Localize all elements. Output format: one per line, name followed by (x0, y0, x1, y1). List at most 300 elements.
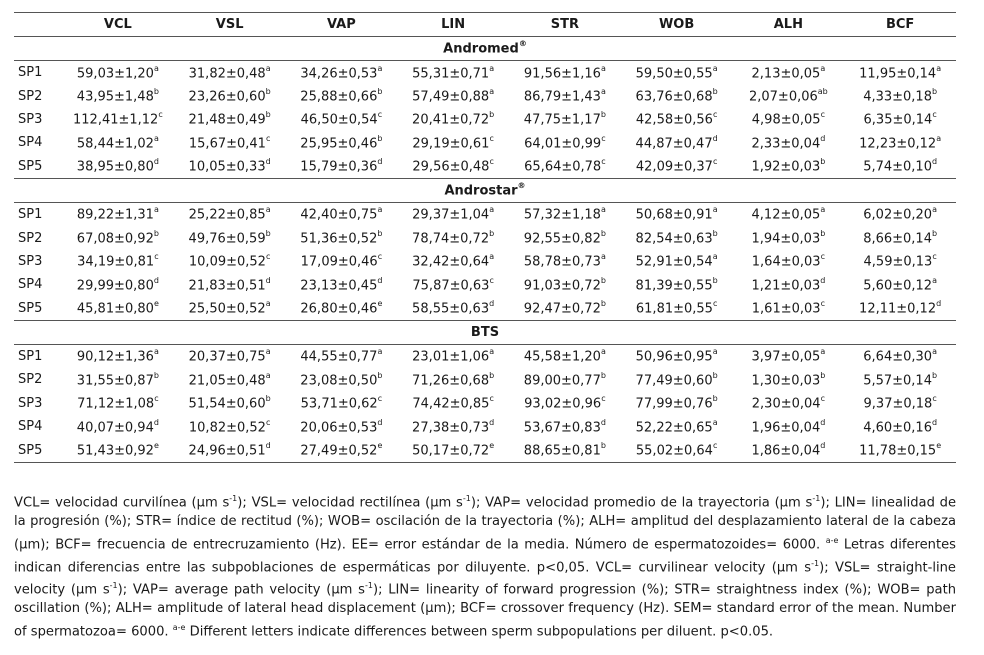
cell-value: 81,39±0,55 (635, 277, 713, 293)
cell-superscript: b (820, 370, 826, 380)
cell-value: 20,06±0,53 (300, 419, 378, 435)
cell-value: 1,21±0,03 (751, 277, 821, 293)
table-cell (62, 415, 174, 438)
cell-superscript: c (377, 252, 383, 262)
table-cell (286, 297, 398, 321)
cell-superscript: c (489, 157, 494, 167)
cell-value: 93,02±0,96 (524, 396, 602, 412)
cell-superscript: d (712, 133, 718, 143)
table-cell (286, 131, 398, 154)
table-row (14, 273, 956, 296)
cell-superscript: a (820, 347, 826, 357)
note-text: Letras diferentes indican diferencias entre las subpoblaciones de espermáticas por diluyente. p<0,05. VCL= curvilinear velocity (µm s (14, 536, 956, 575)
table-cell (844, 131, 956, 154)
table-cell (509, 84, 621, 107)
table-cell (62, 297, 174, 321)
table-cell (397, 155, 509, 179)
table-cell (62, 61, 174, 85)
table-cell (174, 61, 286, 85)
cell-value: 45,81±0,80 (76, 301, 154, 317)
cell-value: 50,96±0,95 (635, 349, 713, 365)
note-sup: a-e (825, 535, 839, 545)
table-cell (733, 368, 845, 391)
cell-superscript: a (377, 63, 383, 73)
cell-superscript: c (932, 110, 937, 120)
table-cell (397, 108, 509, 131)
cell-value: 3,97±0,05 (751, 349, 821, 365)
cell-value: 23,01±1,06 (412, 349, 490, 365)
note-sup: -1 (109, 581, 118, 591)
header-cell-alh: ALH (733, 13, 845, 37)
cell-value: 58,55±0,63 (412, 301, 490, 317)
table-cell (733, 61, 845, 85)
table-cell (621, 108, 733, 131)
cell-value: 23,26±0,60 (188, 89, 266, 105)
cell-superscript: a (600, 86, 606, 96)
table-cell (397, 250, 509, 273)
table-cell (733, 344, 845, 368)
cell-value: 67,08±0,92 (76, 231, 154, 247)
cell-superscript: d (265, 275, 271, 285)
cell-superscript: b (265, 228, 271, 238)
cell-value: 8,66±0,14 (863, 231, 932, 247)
header-cell-vsl: VSL (174, 13, 286, 37)
cell-superscript: c (601, 394, 606, 404)
cell-superscript: e (489, 441, 495, 450)
note-text: ); LIN= linealidad de la progresión (%); STR= índice de rectitud (%); WOB= oscilación de la trayectoria (%); ALH= amplitud del desplazamiento lateral de la cabeza (µm); BCF= frecuencia de entrecruzamiento (Hz). EE= error estándar de la media. Número de espermatozoides= 6000. (14, 495, 957, 552)
table-cell (62, 155, 174, 179)
table-cell (733, 415, 845, 438)
cell-superscript: c (489, 394, 494, 404)
table-cell (844, 415, 956, 438)
cell-superscript: c (265, 252, 271, 262)
row-label: SP2 (18, 230, 43, 246)
cell-value: 92,47±0,72 (523, 301, 601, 317)
cell-superscript: b (712, 370, 718, 380)
table-cell (733, 438, 845, 462)
table-cell (174, 131, 286, 154)
table-cell (286, 84, 398, 107)
table-cell (174, 84, 286, 107)
table-cell (62, 131, 174, 154)
cell-superscript: d (377, 275, 383, 285)
table-cell (733, 273, 845, 296)
table-cell (621, 84, 733, 107)
cell-value: 1,61±0,03 (751, 301, 821, 317)
cell-superscript: a (820, 63, 826, 73)
cell-superscript: b (153, 228, 159, 238)
table-cell (509, 155, 621, 179)
table-cell (286, 368, 398, 391)
table-cell (397, 392, 509, 415)
row-label: SP1 (18, 207, 43, 223)
cell-value: 27,49±0,52 (300, 443, 378, 459)
cell-superscript: c (158, 110, 163, 120)
table-cell (621, 392, 733, 415)
cell-superscript: b (489, 228, 495, 238)
table-cell (174, 202, 286, 226)
table-cell (733, 202, 845, 226)
cell-superscript: a (153, 347, 159, 357)
row-label: SP4 (18, 277, 43, 293)
note-text: ); VAP= average path velocity (µm s (117, 582, 365, 598)
cell-superscript: c (377, 394, 383, 404)
note-text: VCL= velocidad curvilínea (µm s (14, 495, 230, 511)
cell-value: 49,76±0,59 (188, 231, 266, 247)
cell-value: 38,95±0,80 (76, 159, 154, 175)
cell-superscript: b (931, 86, 938, 96)
cell-superscript: b (377, 370, 383, 380)
table-cell (621, 226, 733, 249)
table-cell (733, 155, 845, 179)
table-cell (844, 108, 956, 131)
table-cell (397, 226, 509, 249)
cell-value: 26,80±0,46 (300, 301, 378, 317)
cell-value: 25,95±0,46 (300, 136, 378, 152)
cell-value: 15,67±0,41 (188, 136, 266, 152)
cell-superscript: c (820, 394, 825, 404)
row-label: SP4 (18, 135, 43, 151)
table-cell (621, 250, 733, 273)
cell-value: 52,91±0,54 (635, 254, 713, 270)
cell-value: 75,87±0,63 (412, 277, 490, 293)
table-cell (844, 368, 956, 391)
table-cell (62, 108, 174, 131)
table-cell (174, 297, 286, 321)
table-cell (174, 344, 286, 368)
cell-value: 44,87±0,47 (635, 136, 713, 152)
table-cell (286, 438, 398, 462)
table-cell (509, 273, 621, 296)
cell-superscript: b (820, 157, 826, 167)
cell-value: 50,17±0,72 (412, 443, 490, 459)
cell-value: 34,26±0,53 (300, 65, 378, 81)
cell-value: 1,64±0,03 (751, 254, 821, 270)
cell-value: 59,50±0,55 (635, 65, 713, 81)
table-cell (286, 250, 398, 273)
cell-superscript: b (820, 228, 826, 238)
cell-superscript: d (931, 157, 938, 167)
cell-superscript: a (489, 86, 495, 96)
table-cell (397, 368, 509, 391)
table-row (14, 61, 956, 85)
table-cell (621, 61, 733, 85)
cell-superscript: b (600, 110, 606, 120)
table-row (14, 250, 956, 273)
table-cell (509, 250, 621, 273)
cell-superscript: a (153, 205, 159, 215)
group-title (14, 37, 956, 61)
cell-value: 2,33±0,04 (751, 136, 821, 152)
cell-superscript: a (377, 347, 383, 357)
note-sup: -1 (229, 494, 238, 503)
table-cell (621, 438, 733, 462)
cell-superscript: e (153, 441, 159, 450)
table-cell (621, 202, 733, 226)
cell-superscript: d (153, 275, 159, 285)
cell-value: 4,33±0,18 (863, 89, 932, 105)
cell-superscript: c (712, 157, 718, 167)
cell-value: 34,19±0,81 (77, 254, 155, 270)
cell-value: 6,64±0,30 (863, 349, 933, 365)
cell-superscript: a (820, 205, 826, 215)
table-cell (733, 250, 845, 273)
cell-value: 21,83±0,51 (188, 277, 266, 293)
note-text: ); LIN= linearity of forward progression (%); STR= straightness index (%); WOB= path oscillation (%); ALH= amplitude of lateral head displacement (µm); BCF= crossover frequency (Hz). SEM= standard error of the mean. Number of spermatozoa= 6000. (14, 582, 957, 640)
cell-value: 29,99±0,80 (76, 277, 154, 293)
cell-value: 46,50±0,54 (300, 112, 378, 128)
cell-value: 4,60±0,16 (863, 419, 932, 435)
cell-value: 59,03±1,20 (76, 65, 154, 81)
cell-value: 32,42±0,64 (412, 254, 490, 270)
table-footnote (14, 490, 956, 642)
cell-value: 20,41±0,72 (412, 112, 490, 128)
cell-value: 58,78±0,73 (523, 254, 601, 270)
note-text: Different letters indicate differences between sperm subpopulations per diluent. p<0.05. (185, 624, 774, 640)
table-cell (62, 344, 174, 368)
cell-superscript: a (932, 205, 937, 215)
table-cell (844, 202, 956, 226)
cell-superscript: a (936, 133, 942, 143)
row-label: SP1 (18, 349, 43, 365)
table-cell (509, 226, 621, 249)
cell-superscript: b (265, 394, 271, 404)
table-cell (509, 61, 621, 85)
group-title (14, 320, 956, 344)
cell-superscript: d (153, 157, 159, 167)
cell-value: 27,38±0,73 (412, 419, 490, 435)
table-cell (621, 368, 733, 391)
group-header-row (14, 320, 956, 344)
row-label: SP3 (18, 111, 43, 127)
cell-value: 63,76±0,68 (635, 89, 713, 105)
cell-value: 10,82±0,52 (188, 419, 266, 435)
cell-superscript: e (377, 441, 383, 450)
cell-value: 23,13±0,45 (300, 277, 378, 293)
table-cell (174, 273, 286, 296)
note-sup: -1 (812, 494, 821, 503)
cell-superscript: a (932, 347, 937, 357)
cell-value: 1,86±0,04 (751, 443, 821, 459)
cell-superscript: d (265, 157, 271, 167)
cell-value: 90,12±1,36 (76, 349, 154, 365)
cell-superscript: a (153, 63, 159, 73)
table-cell (62, 438, 174, 462)
cell-superscript: d (377, 417, 383, 427)
cell-value: 1,92±0,03 (751, 159, 821, 175)
note-text: ); VSL= straight-line velocity (µm s (14, 559, 956, 598)
cell-superscript: d (153, 417, 159, 427)
group-title (14, 178, 956, 202)
cell-value: 25,50±0,52 (188, 301, 266, 317)
cell-superscript: a (489, 63, 495, 73)
table-cell (509, 202, 621, 226)
cell-value: 4,12±0,05 (751, 207, 821, 223)
table-cell (62, 392, 174, 415)
cell-value: 53,67±0,83 (523, 419, 601, 435)
cell-value: 6,02±0,20 (863, 207, 933, 223)
cell-superscript: b (265, 86, 271, 96)
cell-superscript: b (931, 228, 938, 238)
cell-superscript: a (153, 133, 159, 143)
row-label: SP4 (18, 419, 43, 435)
cell-superscript: b (600, 441, 606, 450)
cell-superscript: a (265, 299, 271, 309)
cell-superscript: a (600, 347, 606, 357)
cell-value: 2,13±0,05 (751, 65, 821, 81)
cell-value: 11,78±0,15 (859, 443, 937, 459)
table-row (14, 438, 956, 462)
note-sup: a-e (172, 623, 186, 632)
table-row (14, 108, 956, 131)
row-label: SP3 (18, 395, 43, 411)
cell-superscript: c (601, 133, 606, 143)
cell-value: 20,37±0,75 (188, 349, 266, 365)
table-cell (286, 415, 398, 438)
table-cell (509, 131, 621, 154)
table-row (14, 415, 956, 438)
table-row (14, 131, 956, 154)
table-cell (733, 297, 845, 321)
cell-superscript: c (712, 299, 718, 309)
table-cell (621, 297, 733, 321)
cell-value: 31,55±0,87 (76, 373, 154, 389)
group-header-row (14, 37, 956, 61)
cell-value: 29,56±0,48 (412, 159, 490, 175)
table-row (14, 392, 956, 415)
cell-value: 1,96±0,04 (751, 419, 821, 435)
registered-mark: ® (517, 181, 526, 191)
cell-value: 25,88±0,66 (300, 89, 378, 105)
table-cell (174, 368, 286, 391)
cell-value: 31,82±0,48 (188, 65, 266, 81)
cell-superscript: a (489, 347, 495, 357)
cell-value: 58,44±1,02 (76, 136, 154, 152)
cell-value: 42,58±0,56 (635, 112, 713, 128)
table-cell (621, 344, 733, 368)
row-label: SP5 (18, 300, 43, 316)
note-sup: -1 (365, 581, 373, 591)
table-cell (733, 226, 845, 249)
cell-superscript: a (936, 63, 942, 73)
cell-superscript: d (489, 417, 495, 427)
group-name: Andromed (443, 41, 519, 57)
table-cell (62, 273, 174, 296)
cell-value: 91,03±0,72 (523, 277, 601, 293)
cell-value: 21,05±0,48 (188, 373, 266, 389)
table-cell (621, 415, 733, 438)
cell-value: 9,37±0,18 (863, 396, 933, 412)
results-table (14, 12, 956, 463)
cell-superscript: c (820, 299, 825, 309)
cell-value: 88,65±0,81 (523, 443, 601, 459)
header-cell-0 (14, 13, 62, 37)
cell-superscript: a (265, 205, 271, 215)
table-cell (844, 84, 956, 107)
cell-value: 23,08±0,50 (300, 373, 378, 389)
cell-value: 42,40±0,75 (300, 207, 378, 223)
cell-value: 50,68±0,91 (635, 207, 713, 223)
table-row (14, 155, 956, 179)
table-cell (62, 202, 174, 226)
cell-superscript: a (600, 205, 606, 215)
cell-value: 17,09±0,46 (300, 254, 378, 270)
cell-superscript: b (489, 110, 495, 120)
cell-superscript: b (600, 275, 606, 285)
table-cell (621, 155, 733, 179)
table-cell (286, 226, 398, 249)
cell-value: 51,54±0,60 (188, 396, 266, 412)
cell-superscript: b (712, 394, 718, 404)
cell-superscript: c (820, 252, 825, 262)
table-cell (286, 108, 398, 131)
cell-value: 53,71±0,62 (300, 396, 378, 412)
cell-value: 91,56±1,16 (523, 65, 601, 81)
cell-superscript: c (154, 252, 159, 262)
cell-superscript: a (489, 252, 495, 262)
row-label: SP1 (18, 65, 43, 81)
cell-superscript: a (377, 205, 383, 215)
cell-value: 1,94±0,03 (751, 231, 821, 247)
cell-superscript: d (377, 157, 383, 167)
cell-superscript: d (820, 133, 826, 143)
cell-superscript: c (601, 157, 606, 167)
cell-value: 1,30±0,03 (751, 373, 821, 389)
cell-superscript: e (936, 441, 942, 450)
table-cell (62, 84, 174, 107)
cell-superscript: a (712, 252, 718, 262)
cell-value: 11,95±0,14 (859, 65, 937, 81)
cell-superscript: a (600, 252, 606, 262)
cell-value: 15,79±0,36 (300, 159, 378, 175)
cell-value: 86,79±1,43 (523, 89, 601, 105)
table-cell (286, 273, 398, 296)
row-label: SP5 (18, 158, 43, 174)
cell-value: 44,55±0,77 (300, 349, 378, 365)
cell-value: 112,41±1,12 (73, 112, 159, 128)
cell-value: 5,60±0,12 (863, 277, 933, 293)
table-cell (174, 415, 286, 438)
cell-superscript: b (931, 370, 938, 380)
cell-value: 52,22±0,65 (635, 419, 713, 435)
table-cell (509, 438, 621, 462)
table-cell (397, 131, 509, 154)
cell-value: 12,11±0,12 (859, 301, 937, 317)
cell-superscript: a (712, 417, 718, 427)
cell-superscript: ab (817, 86, 828, 96)
cell-superscript: a (932, 275, 937, 285)
cell-value: 71,26±0,68 (412, 373, 490, 389)
table-cell (174, 250, 286, 273)
table-cell (509, 108, 621, 131)
table-cell (733, 84, 845, 107)
cell-superscript: a (712, 205, 718, 215)
cell-superscript: c (932, 394, 937, 404)
table-cell (397, 344, 509, 368)
cell-superscript: c (265, 417, 271, 427)
note-text: ); VSL= velocidad rectilínea (µm s (237, 495, 463, 511)
cell-value: 89,22±1,31 (76, 207, 154, 223)
table-cell (397, 273, 509, 296)
cell-superscript: b (377, 86, 383, 96)
table-cell (397, 297, 509, 321)
cell-superscript: d (936, 299, 942, 309)
cell-value: 74,42±0,85 (412, 396, 490, 412)
cell-value: 12,23±0,12 (859, 136, 937, 152)
table-cell (286, 392, 398, 415)
table-cell (397, 202, 509, 226)
table-cell (397, 415, 509, 438)
